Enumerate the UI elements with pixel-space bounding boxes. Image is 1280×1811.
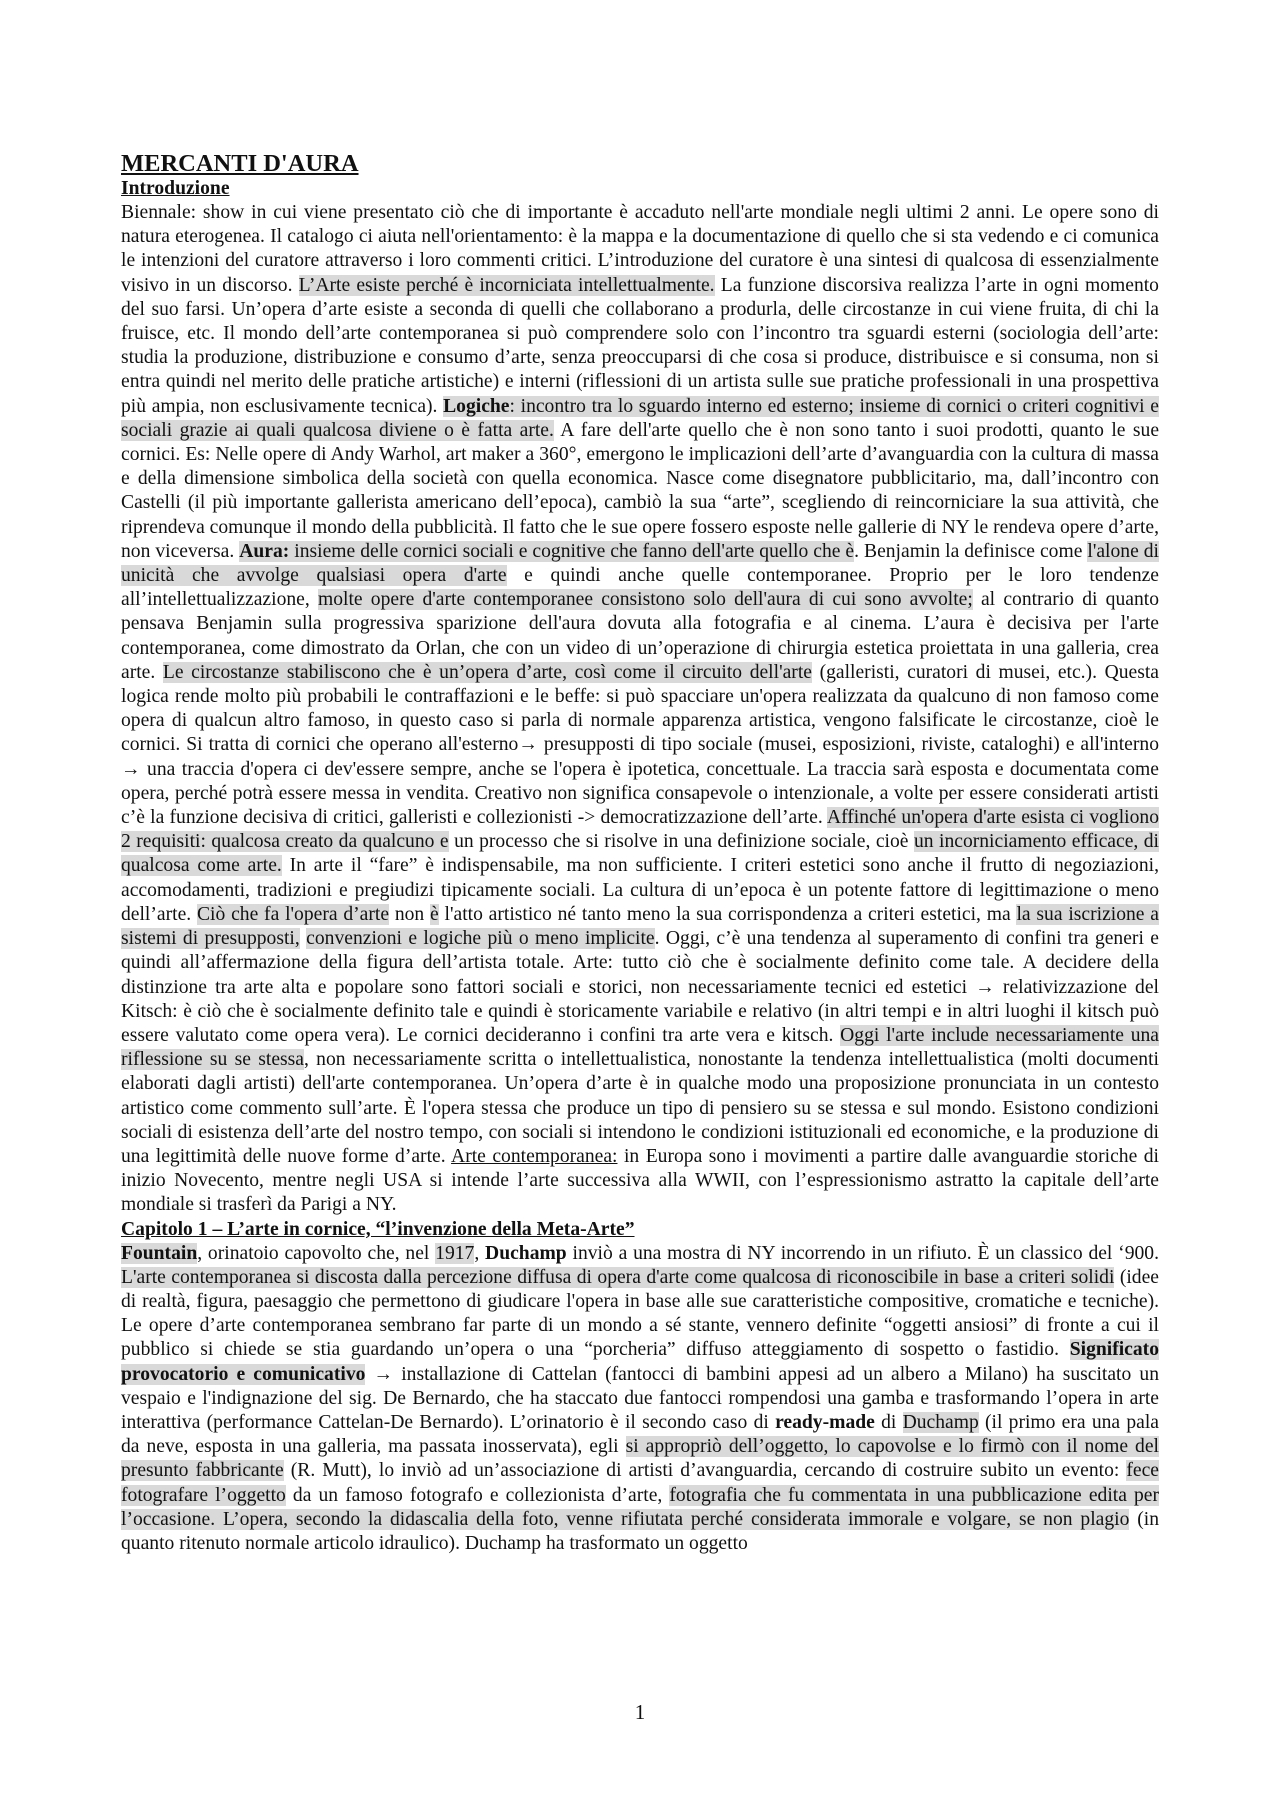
text-run: , <box>474 1242 486 1264</box>
highlight-run: Ciò che fa l'opera d’arte <box>196 903 390 925</box>
text-run: in Europa sono i movimenti a partire dalle avanguardie storiche di inizio Novecento, mentre negli USA si intende l’arte successiva alla WWII, con l’espressionismo astratto la capitale dell’arte mondiale si trasferì da Parigi a NY. <box>121 1145 1159 1216</box>
text-run: (galleristi, curatori di musei, etc.). Questa logica rende molto più probabili le contraffazioni e le beffe: si può spacciare un'opera realizzata da qualcuno di non famoso come opera di qualcun altro famoso, in questo caso si parla di normale apparenza artistica, vengono falsificate le circostanze, cioè le cornici. Si tratta di cornici che operano all'esterno→ presupposti di tipo sociale (musei, esposizioni, riviste, cataloghi) e all'interno → una traccia d'opera ci dev'essere sempre, anche se l'opera è ipotetica, concettuale. La traccia sarà esposta e documentata come opera, perché potrà essere messa in vendita. Creativo non significa consapevole o intenzionale, a volte per essere considerati artisti c’è la funzione decisiva di critici, galleristi e collezionisti -> democratizzazione dell’arte. <box>121 661 1159 829</box>
text-run: al contrario di quanto pensava Benjamin sulla progressiva sparizione dell'aura dovuta alla fotografia e al cinema. L’aura è decisiva per l'arte contemporanea, come dimostrato da Orlan, che con un video di un’operazione di chirurgia estetica proiettata in una galleria, crea arte. <box>121 589 1159 683</box>
document-page <box>121 150 1159 1556</box>
text-run: Biennale: show in cui viene presentato ciò che di importante è accaduto nell'arte mondiale negli ultimi 2 anni. Le opere sono di natura eterogenea. Il catalogo ci aiuta nell'orientamento: è la mappa e la documentazione di quello che si sta vedendo e ci comunica le intenzioni del curatore attraverso i loro commenti critici. L’introduzione del curatore è una sintesi di qualcosa di essenzialmente visivo in un discorso. <box>121 202 1159 296</box>
bold-term: Fountain <box>121 1242 198 1264</box>
highlight-run: Duchamp <box>902 1411 979 1433</box>
highlight-run: 1917 <box>435 1242 475 1264</box>
paragraph-introduzione <box>121 201 1159 1218</box>
text-run: , non necessariamente scritta o intellettualistica, nonostante la tendenza intellettualistica (molti documenti elaborati dagli artisti) dell'arte contemporanea. Un’opera d’arte è in qualche modo una proposizione pronunciata in un contesto artistico come commento sull’arte. È l'opera stessa che produce un tipo di pensiero su se stessa e sul mondo. Esistono condizioni sociali di esistenza dell’arte del nostro tempo, con sociali si intendono le condizioni istituzionali ed economiche, e la produzione di una legittimità delle nuove forme d’arte. <box>121 1049 1159 1167</box>
highlight-run: l'alone di unicità che avvolge qualsiasi opera d'arte <box>121 540 1159 587</box>
highlight-run: la sua iscrizione a sistemi di presupposti, <box>121 903 1159 950</box>
bold-term: ready-made <box>775 1411 875 1433</box>
highlight-run: Le circostanze stabiliscono che è un’opera d’arte, così come il circuito dell'arte <box>162 661 812 683</box>
section-heading-introduzione: Introduzione <box>121 178 230 199</box>
text-run: inviò a una mostra di NY incorrendo in un rifiuto. È un classico del ‘900. <box>566 1242 1159 1264</box>
text-run: di <box>874 1411 903 1433</box>
highlight-run: Oggi l'arte include necessariamente una riflessione su se stessa <box>121 1024 1160 1071</box>
highlight-run: convenzioni e logiche più o meno implicite <box>306 928 655 950</box>
text-run: (il primo era una pala da neve, esposta in una galleria, ma passata inosservata), egli <box>121 1411 1159 1458</box>
text-run: un processo che si risolve in una definizione sociale, cioè <box>448 831 914 853</box>
document-title: MERCANTI D'AURA <box>121 150 359 177</box>
text-run: (in quanto ritenuto normale articolo idraulico). Duchamp ha trasformato un oggetto <box>121 1508 1160 1554</box>
highlight-run: è <box>430 903 439 925</box>
text-run: da un famoso fotografo e collezionista d’arte, <box>285 1484 670 1506</box>
text-run: (idee di realtà, figura, paesaggio che permettono di giudicare l'opera in base alle sue caratteristiche compositive, cromatiche e tecniche). Le opere d’arte contemporanea sembrano far parte di un mondo a sé stante, vennero definite “oggetti ansiosi” di fronte a cui il pubblico si chiede se stia guardando un’opera o una “porcheria” diffuso atteggiamento di sospetto o fastidio. <box>121 1266 1159 1361</box>
highlight-run: : incontro tra lo sguardo interno ed esterno; insieme di cornici o criteri cognitivi e sociali grazie ai quali qualcosa diviene o è fatta arte. <box>121 395 1159 441</box>
text-run: . Benjamin la definisce come <box>854 540 1088 562</box>
text-run: → installazione di Cattelan (fantocci di bambini appesi ad un albero a Milano) ha suscitato un vespaio e l'indignazione del sig. De Bernardo, che ha staccato due fantocci rompendosi una gamba e trasformando l’opera in arte interattiva (performance Cattelan-De Bernardo). L’orinatorio è il secondo caso di <box>121 1363 1159 1433</box>
bold-term: Logiche <box>443 395 510 417</box>
highlight-run: fotografia che fu commentata in una pubblicazione edita per l’occasione. L’opera, secondo la didascalia della foto, venne rifiutata perché considerata immorale e volgare, se non plagio <box>121 1484 1159 1530</box>
underlined-term: Arte contemporanea: <box>451 1145 618 1167</box>
bold-term: Significato provocatorio e comunicativo <box>121 1339 1159 1385</box>
highlight-run: insieme delle cornici sociali e cognitive che fanno dell'arte quello che è <box>289 540 855 562</box>
text-run: e quindi anche quelle contemporanee. Proprio per le loro tendenze all’intellettualizzazione, <box>121 565 1160 611</box>
highlight-run: L'arte contemporanea si discosta dalla percezione diffusa di opera d'arte come qualcosa di riconoscibile in base a criteri solidi <box>121 1266 1115 1288</box>
page-number: 1 <box>634 1700 646 1724</box>
highlight-run: L’Arte esiste perché è incorniciata intellettualmente. <box>298 274 715 296</box>
bold-term: Aura: <box>239 540 290 562</box>
highlight-run: molte opere d'arte contemporanee consistono solo dell'aura di cui sono avvolte; <box>317 589 973 611</box>
highlight-run: fece fotografare l’oggetto <box>121 1460 1159 1506</box>
text-run: La funzione discorsiva realizza l’arte in ogni momento del suo farsi. Un’opera d’arte esiste a seconda di quelli che collaborano a produrla, delle circostanze in cui viene fruita, di chi la fruisce, etc. Il mondo dell’arte contemporanea si può comprendere solo con l’incontro tra sguardi esterni (sociologia dell’arte: studia la produzione, distribuzione e consumo d’arte, senza preoccuparsi di che cosa si produce, distribuisce e si consuma, non si entra quindi nel merito delle pratiche artistiche) e interni (riflessioni di un artista sulle sue pratiche professionali in una prospettiva più ampia, non esclusivamente tecnica). <box>121 274 1159 417</box>
section-heading-capitolo-1: Capitolo 1 – L’arte in cornice, “l’invenzione della Meta-Arte” <box>121 1218 635 1240</box>
highlight-run: si appropriò dell’oggetto, lo capovolse e lo firmò con il nome del presunto fabbricante <box>121 1436 1159 1482</box>
text-run: (R. Mutt), lo inviò ad un’associazione di artisti d’avanguardia, cercando di costruire subito un evento: <box>283 1460 1127 1482</box>
highlight-run: un incorniciamento efficace, di qualcosa come arte. <box>121 831 1159 877</box>
text-run: l'atto artistico né tanto meno la sua corrispondenza a criteri estetici, ma <box>438 903 1017 925</box>
text-run: . Oggi, c’è una tendenza al superamento di confini tra generi e quindi all’affermazione della figura dell’artista totale. Arte: tutto ciò che è socialmente definito come tale. A decidere della distinzione tra arte alta e popolare sono fattori sociali e storici, non necessariamente tecnici ed estetici → relativizzazione del Kitsch: è ciò che è socialmente definito tale e quindi è storicamente variabile e relativo (in altri tempi e in altri luoghi il kitsch può essere valutato come opera vera). Le cornici decideranno i confini tra arte vera e kitsch. <box>121 928 1159 1046</box>
text-run: In arte il “fare” è indispensabile, ma non sufficiente. I criteri estetici sono anche il frutto di negoziazioni, accomodamenti, tradizioni e pregiudizi tipicamente sociali. La cultura di un’epoca è un potente fattore di legittimazione o meno dell’arte. <box>121 855 1159 925</box>
text-run: A fare dell'arte quello che è non sono tanto i suoi prodotti, quanto le sue cornici. Es: Nelle opere di Andy Warhol, art maker a 360°, emergono le implicazioni dell’arte d’avanguardia con la cultura di massa e della dimensione simbolica della società con quella economica. Nasce come disegnatore pubblicitario, ma, dall’incontro con Castelli (il più importante gallerista americano dell’epoca), cambiò la sua “arte”, scegliendo di reincorniciare la sua attività, che riprendeva comunque il mondo della pubblicità. Il fatto che le sue opere fossero esposte nelle gallerie di NY le rendeva opere d’arte, non viceversa. <box>121 419 1160 562</box>
text-run: non <box>389 903 431 925</box>
bold-term: Duchamp <box>485 1242 567 1264</box>
highlight-run: Affinché un'opera d'arte esista ci vogliono 2 requisiti: qualcosa creato da qualcuno e <box>121 807 1160 853</box>
paragraph-capitolo-1 <box>121 1242 1159 1557</box>
text-run: , orinatoio capovolto che, nel <box>197 1242 436 1264</box>
